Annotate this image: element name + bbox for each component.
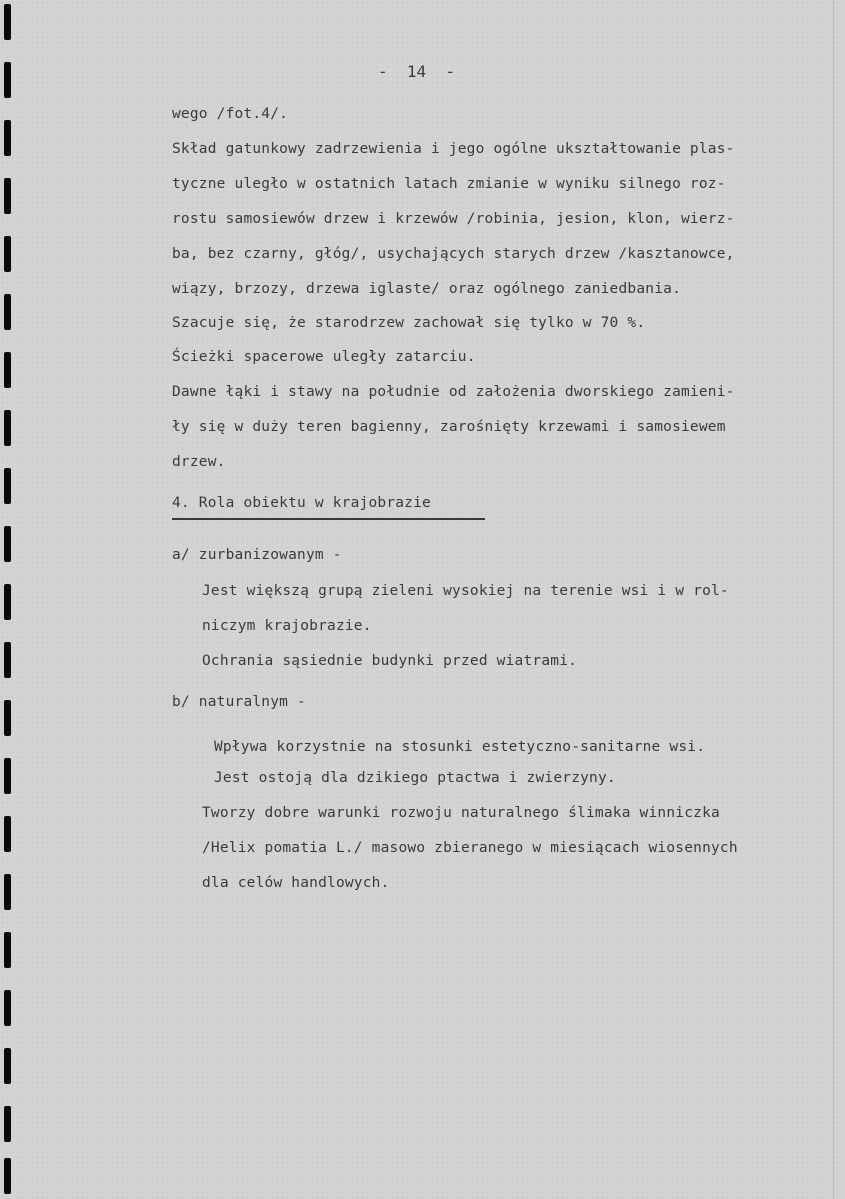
- binding-hole: [4, 874, 11, 910]
- binding-hole: [4, 4, 11, 40]
- paragraph-line: Skład gatunkowy zadrzewienia i jego ogólne ukształtowanie plas-: [172, 141, 735, 157]
- paragraph-line: ły się w duży teren bagienny, zarośnięty krzewami i samosiewem: [172, 419, 726, 435]
- binding-hole: [4, 932, 11, 968]
- binding-hole: [4, 990, 11, 1026]
- binding-hole: [4, 642, 11, 678]
- paragraph-line: wego /fot.4/.: [172, 106, 289, 122]
- section-b-line: Wpływa korzystnie na stosunki estetyczno-sanitarne wsi.: [214, 739, 706, 755]
- section-a-line: Jest większą grupą zieleni wysokiej na terenie wsi i w rol-: [202, 583, 729, 599]
- section-a-line: Ochrania sąsiednie budynki przed wiatrami.: [202, 653, 578, 669]
- section-b-line: /Helix pomatia L./ masowo zbieranego w miesiącach wiosennych: [202, 840, 738, 856]
- binding-hole: [4, 410, 11, 446]
- binding-hole: [4, 352, 11, 388]
- paragraph-line: rostu samosiewów drzew i krzewów /robinia, jesion, klon, wierz-: [172, 211, 735, 227]
- binding-hole: [4, 178, 11, 214]
- binding-hole: [4, 62, 11, 98]
- section-b-line: dla celów handlowych.: [202, 875, 390, 891]
- binding-hole: [4, 700, 11, 736]
- page-edge: [833, 0, 834, 1199]
- paragraph-line: drzew.: [172, 454, 226, 470]
- section-b-label: b/ naturalnym -: [172, 694, 306, 710]
- heading-underline: [172, 518, 485, 520]
- binding-hole: [4, 816, 11, 852]
- binding-hole: [4, 526, 11, 562]
- binding-hole: [4, 758, 11, 794]
- paragraph-line: Szacuje się, że starodrzew zachował się tylko w 70 %.: [172, 315, 646, 331]
- paragraph-line: Ścieżki spacerowe uległy zatarciu.: [172, 349, 476, 365]
- binding-hole: [4, 236, 11, 272]
- binding-hole: [4, 1106, 11, 1142]
- binding-hole: [4, 584, 11, 620]
- page-number: - 14 -: [378, 62, 456, 81]
- binding-hole: [4, 1048, 11, 1084]
- binding-hole: [4, 468, 11, 504]
- binding-hole: [4, 1158, 11, 1194]
- paragraph-line: Dawne łąki i stawy na południe od założenia dworskiego zamieni-: [172, 384, 735, 400]
- binding-hole: [4, 294, 11, 330]
- section-heading: 4. Rola obiektu w krajobrazie: [172, 495, 431, 511]
- paragraph-line: ba, bez czarny, głóg/, usychających starych drzew /kasztanowce,: [172, 246, 735, 262]
- section-b-line: Tworzy dobre warunki rozwoju naturalnego ślimaka winniczka: [202, 805, 720, 821]
- paragraph-line: tyczne uległo w ostatnich latach zmianie w wyniku silnego roz-: [172, 176, 726, 192]
- paragraph-line: wiązy, brzozy, drzewa iglaste/ oraz ogólnego zaniedbania.: [172, 281, 681, 297]
- section-a-line: niczym krajobrazie.: [202, 618, 372, 634]
- binding-hole: [4, 120, 11, 156]
- section-b-line: Jest ostoją dla dzikiego ptactwa i zwierzyny.: [214, 770, 616, 786]
- section-a-label: a/ zurbanizowanym -: [172, 547, 342, 563]
